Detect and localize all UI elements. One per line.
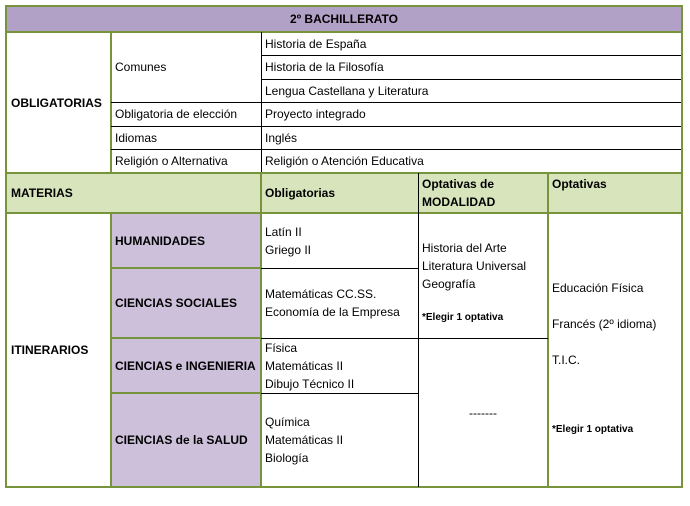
comunes-subject: Lengua Castellana y Literatura — [265, 83, 429, 98]
optativas-note: *Elegir 1 optativa — [552, 424, 634, 435]
table-title — [7, 6, 681, 32]
idiomas-label: Idiomas — [115, 130, 158, 145]
eleccion-value: Proyecto integrado — [265, 107, 366, 121]
itinerario-name: CIENCIAS e INGENIERIA — [111, 338, 261, 393]
table-title-text: 2º BACHILLERATO — [290, 12, 398, 26]
itinerario-name: CIENCIAS SOCIALES — [111, 268, 261, 338]
itinerarios-label: ITINERARIOS — [11, 343, 89, 357]
eleccion-label: Obligatoria de elección — [115, 107, 238, 121]
itinerario-name: HUMANIDADES — [111, 213, 261, 268]
comunes-subject: Historia de la Filosofía — [265, 60, 384, 74]
itinerario-subjects: Matemáticas CC.SS. Economía de la Empresa — [265, 287, 400, 319]
modalidad-bottom: ------- — [469, 405, 497, 420]
modalidad-note: *Elegir 1 optativa — [422, 312, 504, 323]
modalidad-top: Historia del Arte Literatura Universal Geografía *Elegir 1 optativa — [418, 213, 548, 338]
obligatorias-label: OBLIGATORIAS — [11, 95, 102, 110]
religion-value: Religión o Atención Educativa — [265, 154, 424, 168]
obligatorias-header: Obligatorias — [261, 173, 418, 213]
optativas-header: Optativas — [548, 173, 681, 213]
idiomas-value: Inglés — [265, 130, 298, 145]
religion-label: Religión o Alternativa — [115, 154, 228, 168]
itinerario-subjects: Latín II Griego II — [265, 224, 312, 257]
comunes-subject: Historia de España — [265, 36, 367, 51]
optativas-modalidad-header: Optativas de MODALIDAD — [418, 173, 548, 213]
optativas-list: Educación Física Francés (2º idioma) T.I.C. *Elegir 1 optativa — [548, 213, 681, 487]
itinerario-subjects: Física Matemáticas II Dibujo Técnico II — [265, 340, 355, 391]
comunes-label: Comunes — [115, 60, 167, 74]
itinerario-name: CIENCIAS de la SALUD — [111, 393, 261, 487]
materias-header: MATERIAS — [7, 173, 261, 213]
itinerario-subjects: Química Matemáticas II Biología — [265, 415, 344, 465]
